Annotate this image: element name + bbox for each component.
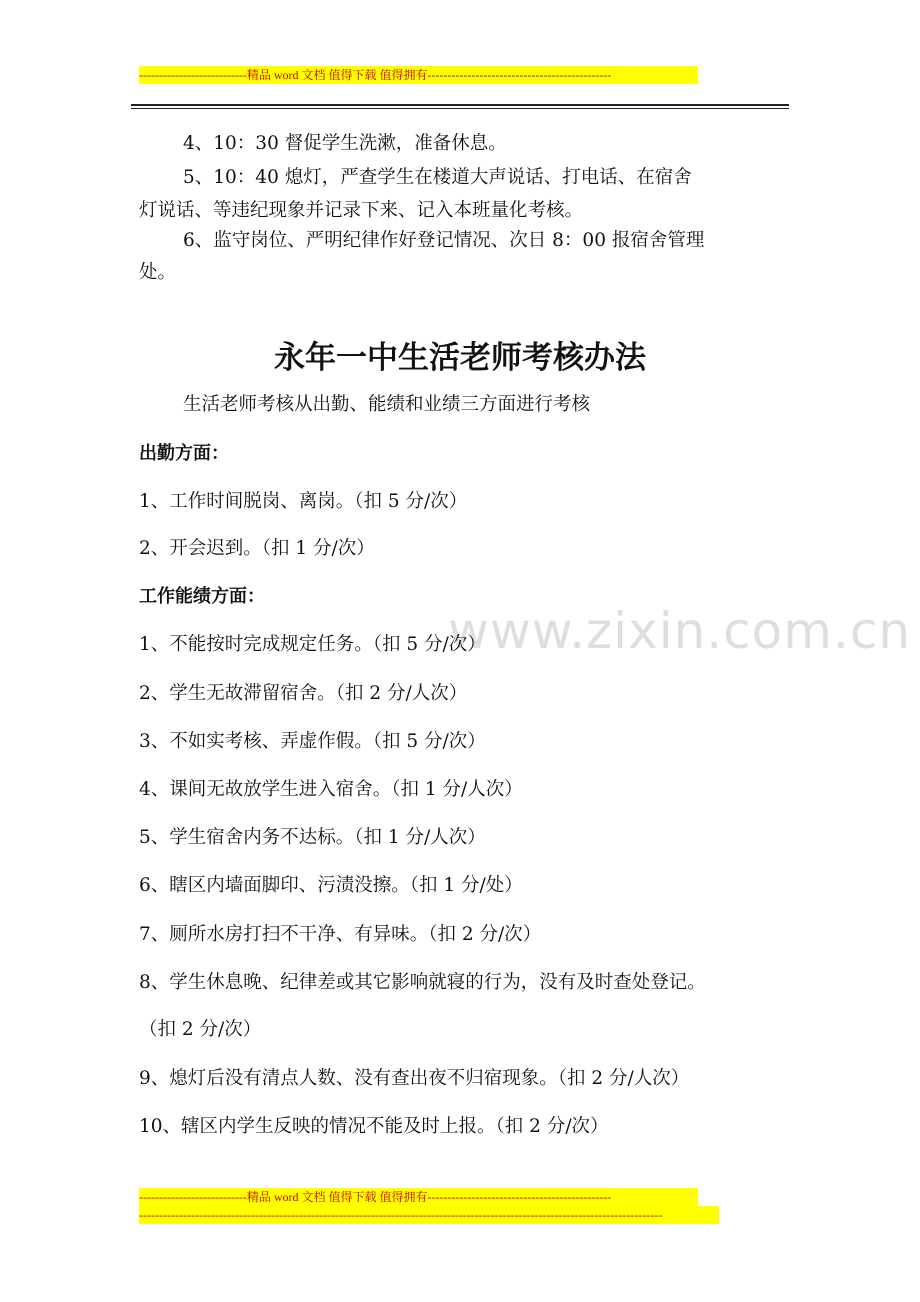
performance-item: 2、学生无故滞留宿舍。（扣 2 分/人次） xyxy=(139,683,468,704)
top-item-5-cont: 灯说话、等违纪现象并记录下来、记入本班量化考核。 xyxy=(139,200,584,221)
top-item-6-cont: 处。 xyxy=(139,262,177,283)
top-item-5: 5、10：40 熄灯，严查学生在楼道大声说话、打电话、在宿舍 xyxy=(183,167,692,188)
performance-item: 10、辖区内学生反映的情况不能及时上报。（扣 2 分/次） xyxy=(139,1116,609,1137)
header-rule-thin xyxy=(131,108,789,109)
top-item-4: 4、10：30 督促学生洗漱，准备休息。 xyxy=(183,133,507,154)
document-title: 永年一中生活老师考核办法 xyxy=(274,340,646,376)
performance-item: 7、厕所水房打扫不干净、有异味。（扣 2 分/次） xyxy=(139,924,542,945)
intro-text: 生活老师考核从出勤、能绩和业绩三方面进行考核 xyxy=(183,394,591,415)
watermark: www.zixin.com.cn xyxy=(448,602,912,660)
performance-item: 9、熄灯后没有清点人数、没有查出夜不归宿现象。（扣 2 分/人次） xyxy=(139,1068,690,1089)
performance-item: 1、不能按时完成规定任务。（扣 5 分/次） xyxy=(139,634,486,655)
footer-banner-dashes: ----------------------------------------------------------------------------------------------------------------------------------- xyxy=(139,1206,719,1224)
performance-heading: 工作能绩方面： xyxy=(139,586,265,607)
footer-banner: ---------------------------精品 word 文档 值得下载 值得拥有---------------------------------------------- xyxy=(139,1188,698,1206)
attendance-heading: 出勤方面： xyxy=(139,443,229,464)
performance-item: 3、不如实考核、弄虚作假。（扣 5 分/次） xyxy=(139,731,486,752)
performance-item: 8、学生休息晚、纪律差或其它影响就寝的行为，没有及时查处登记。 xyxy=(139,972,706,993)
attendance-item: 1、工作时间脱岗、离岗。（扣 5 分/次） xyxy=(139,491,468,512)
performance-item-cont: （扣 2 分/次） xyxy=(139,1019,262,1040)
top-item-6: 6、监守岗位、严明纪律作好登记情况、次日 8：00 报宿舍管理 xyxy=(183,230,705,251)
header-rule xyxy=(131,104,789,106)
header-banner: ---------------------------精品 word 文档 值得下载 值得拥有---------------------------------------------- xyxy=(139,66,698,84)
performance-item: 6、瞎区内墙面脚印、污渍没擦。（扣 1 分/处） xyxy=(139,875,523,896)
performance-item: 5、学生宿舍内务不达标。（扣 1 分/人次） xyxy=(139,827,486,848)
performance-item: 4、课间无故放学生进入宿舍。（扣 1 分/人次） xyxy=(139,779,523,800)
attendance-item: 2、开会迟到。（扣 1 分/次） xyxy=(139,538,375,559)
